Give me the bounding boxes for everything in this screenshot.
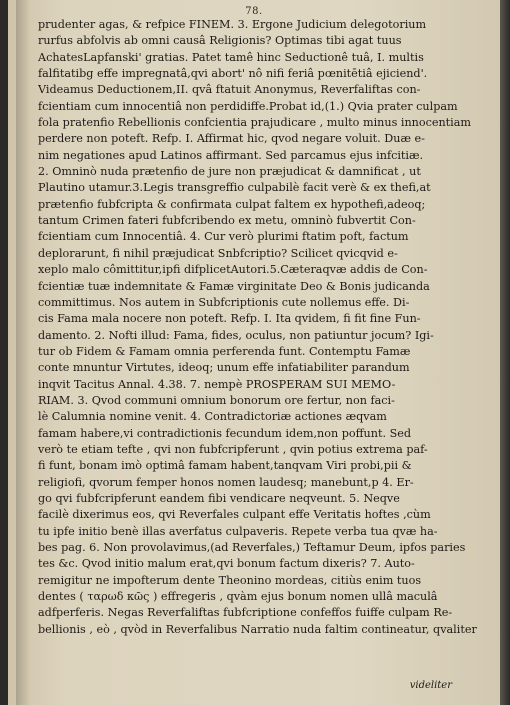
text-line: xeplo malo cômittitur,ipfi difplicetAutori.5.Cæteraqvæ addis de Con- bbox=[38, 263, 428, 277]
text-line: deplorarunt, fi nihil præjudicat Snbfcriptio? Scilicet qvicqvid e- bbox=[38, 246, 398, 260]
page-body-text bbox=[38, 17, 481, 638]
text-line: falfitatibg effe impregnatâ,qvi abort' nô nifi feriâ pœnitētiâ ejiciend'. bbox=[38, 67, 428, 81]
gutter-shadow bbox=[16, 0, 30, 705]
text-line: go qvi fubfcripferunt eandem fibi vendicare neqveunt. 5. Neqve bbox=[38, 491, 400, 505]
text-line: dentes ( ταρωδ κῶς ) effregeris , qvàm ejus bonum nomen ullâ maculâ bbox=[38, 590, 438, 604]
text-line: religiofi, qvorum femper honos nomen laudesq; manebunt,p 4. Er- bbox=[38, 475, 414, 489]
book-page bbox=[8, 0, 501, 705]
text-line: lè Calumnia nomine venit. 4. Contradictoriæ actiones æqvam bbox=[38, 410, 387, 424]
text-line: fcientiam cum innocentiâ non perdidiffe.Probat id,(1.) Qvia prater culpam bbox=[38, 99, 458, 113]
text-line: 2. Omninò nuda prætenfio de jure non præjudicat & damnificat , ut bbox=[38, 165, 421, 179]
text-line: bellionis , eò , qvòd in Reverfalibus Narratio nuda faltim contineatur, qvaliter bbox=[38, 622, 477, 636]
text-line: adfperferis. Negas Reverfaliftas fubfcriptione confeffos fuiffe culpam Re- bbox=[38, 606, 453, 620]
text-line: fi funt, bonam imò optimâ famam habent,tanqvam Viri probi,pii & bbox=[38, 459, 412, 473]
text-line: fola pratenfio Rebellionis confcientia prajudicare , multo minus innocentiam bbox=[38, 116, 472, 130]
text-line: remigitur ne impofterum dente Theonino mordeas, citiùs enim tuos bbox=[38, 573, 422, 587]
text-line: tu ipfe initio benè illas averfatus culpaveris. Repete verba tua qvæ ha- bbox=[38, 524, 438, 538]
text-line: tantum Crimen fateri fubfcribendo ex metu, omninò fubvertit Con- bbox=[38, 214, 416, 228]
text-line: fcientiæ tuæ indemnitate & Famæ virginitate Deo & Bonis judicanda bbox=[38, 279, 430, 293]
text-line: bes pag. 6. Non provolavimus,(ad Reverfales,) Teftamur Deum, ipfos paries bbox=[38, 541, 466, 554]
page-number: 78. bbox=[245, 6, 263, 17]
text-line: perdere non poteft. Refp. I. Affirmat hic, qvod negare voluit. Duæ e- bbox=[38, 132, 425, 146]
text-line: nim negationes apud Latinos affirmant. Sed parcamus ejus infcitiæ. bbox=[38, 148, 424, 162]
text-line: Plautino utamur.3.Legis transgreffio culpabilè facit verè & ex thefi,at bbox=[38, 181, 431, 195]
text-line: conte mnuntur Virtutes, ideoq; unum effe infatiabiliter parandum bbox=[38, 361, 410, 375]
text-line: fcientiam cum Innocentiâ. 4. Cur verò plurimi ftatim poft, factum bbox=[38, 230, 409, 244]
text-line: tes &c. Qvod initio malum erat,qvi bonum factum dixeris? 7. Auto- bbox=[38, 557, 415, 571]
text-line: cis Fama mala nocere non poteft. Refp. I. Ita qvidem, fi fit fine Fun- bbox=[38, 312, 421, 326]
text-line: famam habere,vi contradictionis fecundum idem,non poffunt. Sed bbox=[38, 426, 412, 440]
catchword: videliter bbox=[409, 680, 452, 691]
text-line: rurfus abfolvis ab omni causâ Religionis? Optimas tibi agat tuus bbox=[38, 34, 402, 48]
text-line: AchatesLapfanski' gratias. Patet tamê hinc Seductionê tuâ, I. multis bbox=[38, 50, 424, 64]
text-line: RIAM. 3. Qvod communi omnium bonorum ore fertur, non faci- bbox=[38, 393, 395, 407]
text-line: prudenter agas, & refpice FINEM. 3. Ergone Judicium delegotorium bbox=[38, 18, 427, 31]
text-line: damento. 2. Nofti illud: Fama, fides, oculus, non patiuntur jocum? Igi- bbox=[38, 328, 434, 342]
text-line: committimus. Nos autem in Subfcriptionis cute nollemus effe. Di- bbox=[38, 295, 410, 309]
text-line: Videamus Deductionem,II. qvâ ftatuit Anonymus, Reverfaliftas con- bbox=[38, 83, 421, 97]
text-line: tur ob Fidem & Famam omnia perferenda funt. Contemptu Famæ bbox=[38, 344, 411, 358]
text-line: verò te etiam tefte , qvi non fubfcripferunt , qvin potius extrema paf- bbox=[38, 442, 428, 456]
text-line: inqvit Tacitus Annal. 4.38. 7. nempè PROSPERAM SUI MEMO- bbox=[38, 377, 396, 391]
text-line: prætenfio fubfcripta & confirmata culpat faltem ex hypothefi,adeoq; bbox=[38, 197, 426, 211]
text-line: facilè dixerimus eos, qvi Reverfales culpant effe Veritatis hoftes ,cùm bbox=[38, 508, 431, 522]
